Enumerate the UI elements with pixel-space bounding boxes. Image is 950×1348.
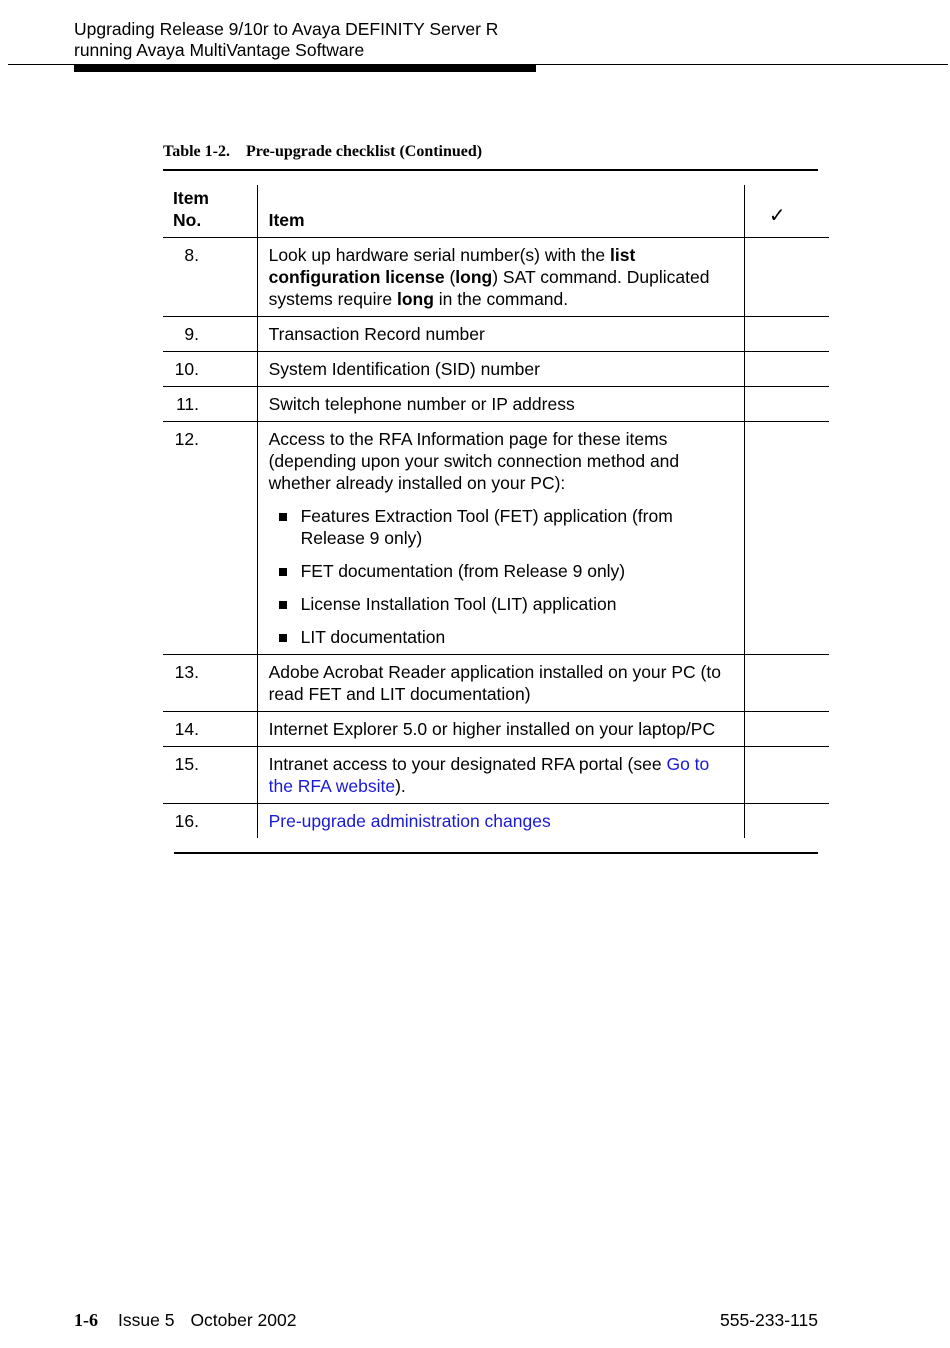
checkmark-icon: ✓ — [768, 205, 786, 227]
table-row — [163, 804, 829, 839]
table-end-rule — [174, 852, 818, 854]
check-cell — [744, 712, 829, 747]
table-row — [163, 352, 829, 387]
table-row — [163, 747, 829, 804]
running-header — [74, 19, 498, 61]
caption-rule — [163, 169, 818, 171]
item-number: 8. — [184, 245, 199, 265]
page-footer — [74, 1310, 296, 1331]
table-row — [163, 387, 829, 422]
check-cell — [744, 238, 829, 317]
command-name: list configuration license — [268, 245, 636, 287]
item-number: 12. — [174, 429, 199, 449]
list-item: License Installation Tool (LIT) application — [269, 593, 734, 615]
page-number: 1-6 — [74, 1310, 98, 1330]
header-item-no — [163, 185, 257, 238]
issue-label: Issue 5 — [118, 1310, 175, 1330]
table-row — [163, 238, 829, 317]
check-cell — [744, 387, 829, 422]
table-row — [163, 317, 829, 352]
header-line-1: Upgrading Release 9/10r to Avaya DEFINITY Server R — [74, 19, 499, 39]
bullet-list — [269, 505, 734, 648]
item-number: 13. — [174, 662, 199, 682]
document-number: 555-233-115 — [720, 1310, 818, 1330]
item-text: Transaction Record number — [257, 317, 744, 352]
check-cell — [744, 422, 829, 655]
table-header-row — [163, 185, 829, 238]
header-item: Item — [257, 185, 744, 238]
list-item: FET documentation (from Release 9 only) — [269, 560, 734, 582]
list-item: Features Extraction Tool (FET) application (from Release 9 only) — [269, 505, 734, 549]
check-cell — [744, 747, 829, 804]
check-cell — [744, 804, 829, 839]
check-cell — [744, 317, 829, 352]
issue-date: October 2002 — [190, 1310, 297, 1330]
item-text: Look up hardware serial number(s) with the list configuration license (long) SAT command. Duplicated systems require long in the command. — [257, 238, 744, 317]
square-bullet-icon — [279, 568, 287, 576]
item-number: 9. — [184, 324, 199, 344]
table-row — [163, 712, 829, 747]
rfa-website-link[interactable]: Go to the RFA website — [268, 754, 710, 796]
header-line-2: running Avaya MultiVantage Software — [74, 40, 365, 60]
pre-upgrade-admin-changes-link[interactable]: Pre-upgrade administration changes — [268, 811, 551, 831]
table-caption: Table 1-2. Pre-upgrade checklist (Continued) — [163, 143, 483, 160]
list-item: LIT documentation — [269, 626, 734, 648]
command-option: long — [396, 289, 434, 309]
item-number: 11. — [175, 394, 199, 414]
square-bullet-icon — [279, 601, 287, 609]
item-text: Switch telephone number or IP address — [257, 387, 744, 422]
pre-upgrade-checklist-table — [163, 185, 829, 838]
item-text — [257, 804, 744, 839]
table-row — [163, 422, 829, 655]
table-row — [163, 655, 829, 712]
item-text: Internet Explorer 5.0 or higher installed on your laptop/PC — [257, 712, 744, 747]
item-number: 16. — [174, 811, 199, 831]
item-number: 15. — [174, 754, 199, 774]
header-item-no-line2: No. — [173, 210, 202, 230]
item-text: Intranet access to your designated RFA portal (see Go to the RFA website). — [257, 747, 744, 804]
check-cell — [744, 352, 829, 387]
item-text: Adobe Acrobat Reader application installed on your PC (to read FET and LIT documentation) — [257, 655, 744, 712]
square-bullet-icon — [279, 513, 287, 521]
item-text — [257, 422, 744, 655]
item-number: 10. — [174, 359, 199, 379]
item-text: System Identification (SID) number — [257, 352, 744, 387]
header-bar — [74, 65, 536, 72]
item-number: 14. — [174, 719, 199, 739]
command-option: long — [455, 267, 493, 287]
square-bullet-icon — [279, 634, 287, 642]
check-cell — [744, 655, 829, 712]
item-description: Access to the RFA Information page for these items (depending upon your switch connection method and whether already installed on your PC): — [268, 429, 680, 493]
header-item-no-line1: Item — [173, 188, 209, 208]
